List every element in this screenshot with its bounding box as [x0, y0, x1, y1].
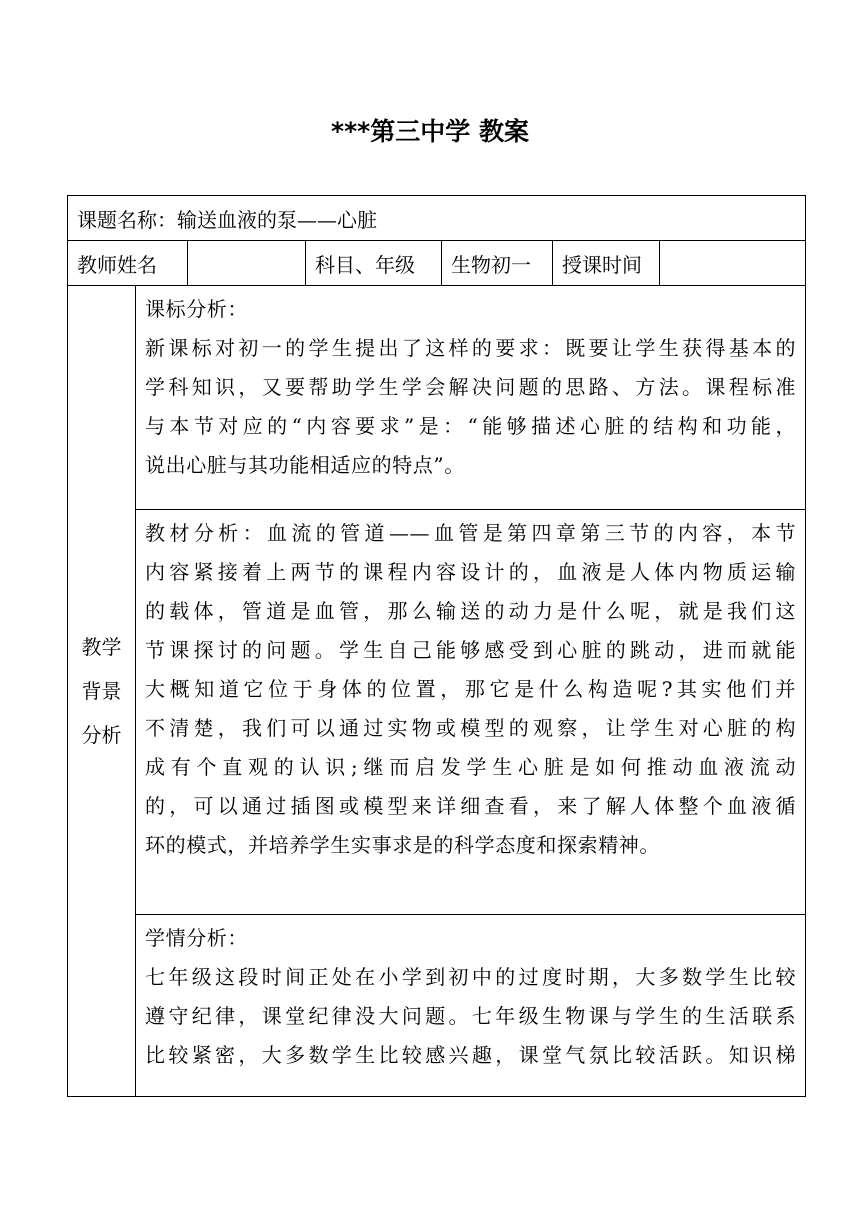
- paragraph-line: 新课标对初一的学生提出了这样的要求：既要让学生获得基本的: [145, 336, 797, 360]
- side-label-line: 分析: [81, 723, 122, 747]
- paragraph-line: 与本节对应的“内容要求”是：“能够描述心脏的结构和功能，: [145, 414, 797, 438]
- topic-row: [68, 196, 806, 241]
- paragraph-line: 教材分析：血流的管道——血管是第四章第三节的内容，本节: [145, 521, 797, 545]
- document-title: ***第三中学 教案: [331, 117, 529, 146]
- students-heading: 学情分析：: [145, 926, 248, 950]
- paragraph-line: 大概知道它位于身体的位置，那它是什么构造呢?其实他们并: [145, 677, 797, 701]
- curriculum-analysis: [136, 286, 806, 510]
- side-label: [68, 286, 136, 1097]
- textbook-analysis: [136, 510, 806, 915]
- paragraph-line: 节课探讨的问题。学生自己能够感受到心脏的跳动，进而就能: [145, 638, 797, 662]
- students-row: [68, 915, 806, 1097]
- curriculum-row: [68, 286, 806, 510]
- paragraph-line: 说出心脏与其功能相适应的特点”。: [145, 453, 465, 477]
- side-label-line: 背景: [81, 679, 122, 703]
- paragraph-line: 的，可以通过插图或模型来详细查看，来了解人体整个血液循: [145, 794, 797, 818]
- curriculum-heading: 课标分析：: [145, 297, 248, 321]
- paragraph-line: 七年级这段时间正处在小学到初中的过度时期，大多数学生比较: [145, 965, 797, 989]
- info-row: [68, 241, 806, 286]
- paragraph-line: 的载体，管道是血管，那么输送的动力是什么呢，就是我们这: [145, 599, 797, 623]
- teacher-label: 教师姓名: [68, 241, 188, 286]
- paragraph-line: 比较紧密，大多数学生比较感兴趣，课堂气氛比较活跃。知识梯: [145, 1043, 797, 1067]
- textbook-row: [68, 510, 806, 915]
- paragraph-line: 环的模式，并培养学生实事求是的科学态度和探索精神。: [145, 833, 660, 857]
- side-label-line: 教学: [81, 635, 122, 659]
- paragraph-line: 成有个直观的认识;继而启发学生心脏是如何推动血液流动: [145, 755, 797, 779]
- student-analysis: [136, 915, 806, 1097]
- paragraph-line: 学科知识，又要帮助学生学会解决问题的思路、方法。课程标准: [145, 375, 797, 399]
- teacher-value: [188, 241, 306, 286]
- topic-cell: 课题名称：输送血液的泵——心脏: [68, 196, 806, 241]
- paragraph-line: 遵守纪律，课堂纪律没大问题。七年级生物课与学生的生活联系: [145, 1004, 797, 1028]
- time-value: [660, 241, 806, 286]
- paragraph-line: 不清楚，我们可以通过实物或模型的观察，让学生对心脏的构: [145, 716, 797, 740]
- lesson-plan-table: [67, 195, 806, 1097]
- subject-label: 科目、年级: [306, 241, 442, 286]
- paragraph-line: 内容紧接着上两节的课程内容设计的，血液是人体内物质运输: [145, 560, 797, 584]
- time-label: 授课时间: [553, 241, 660, 286]
- subject-value: 生物初一: [442, 241, 553, 286]
